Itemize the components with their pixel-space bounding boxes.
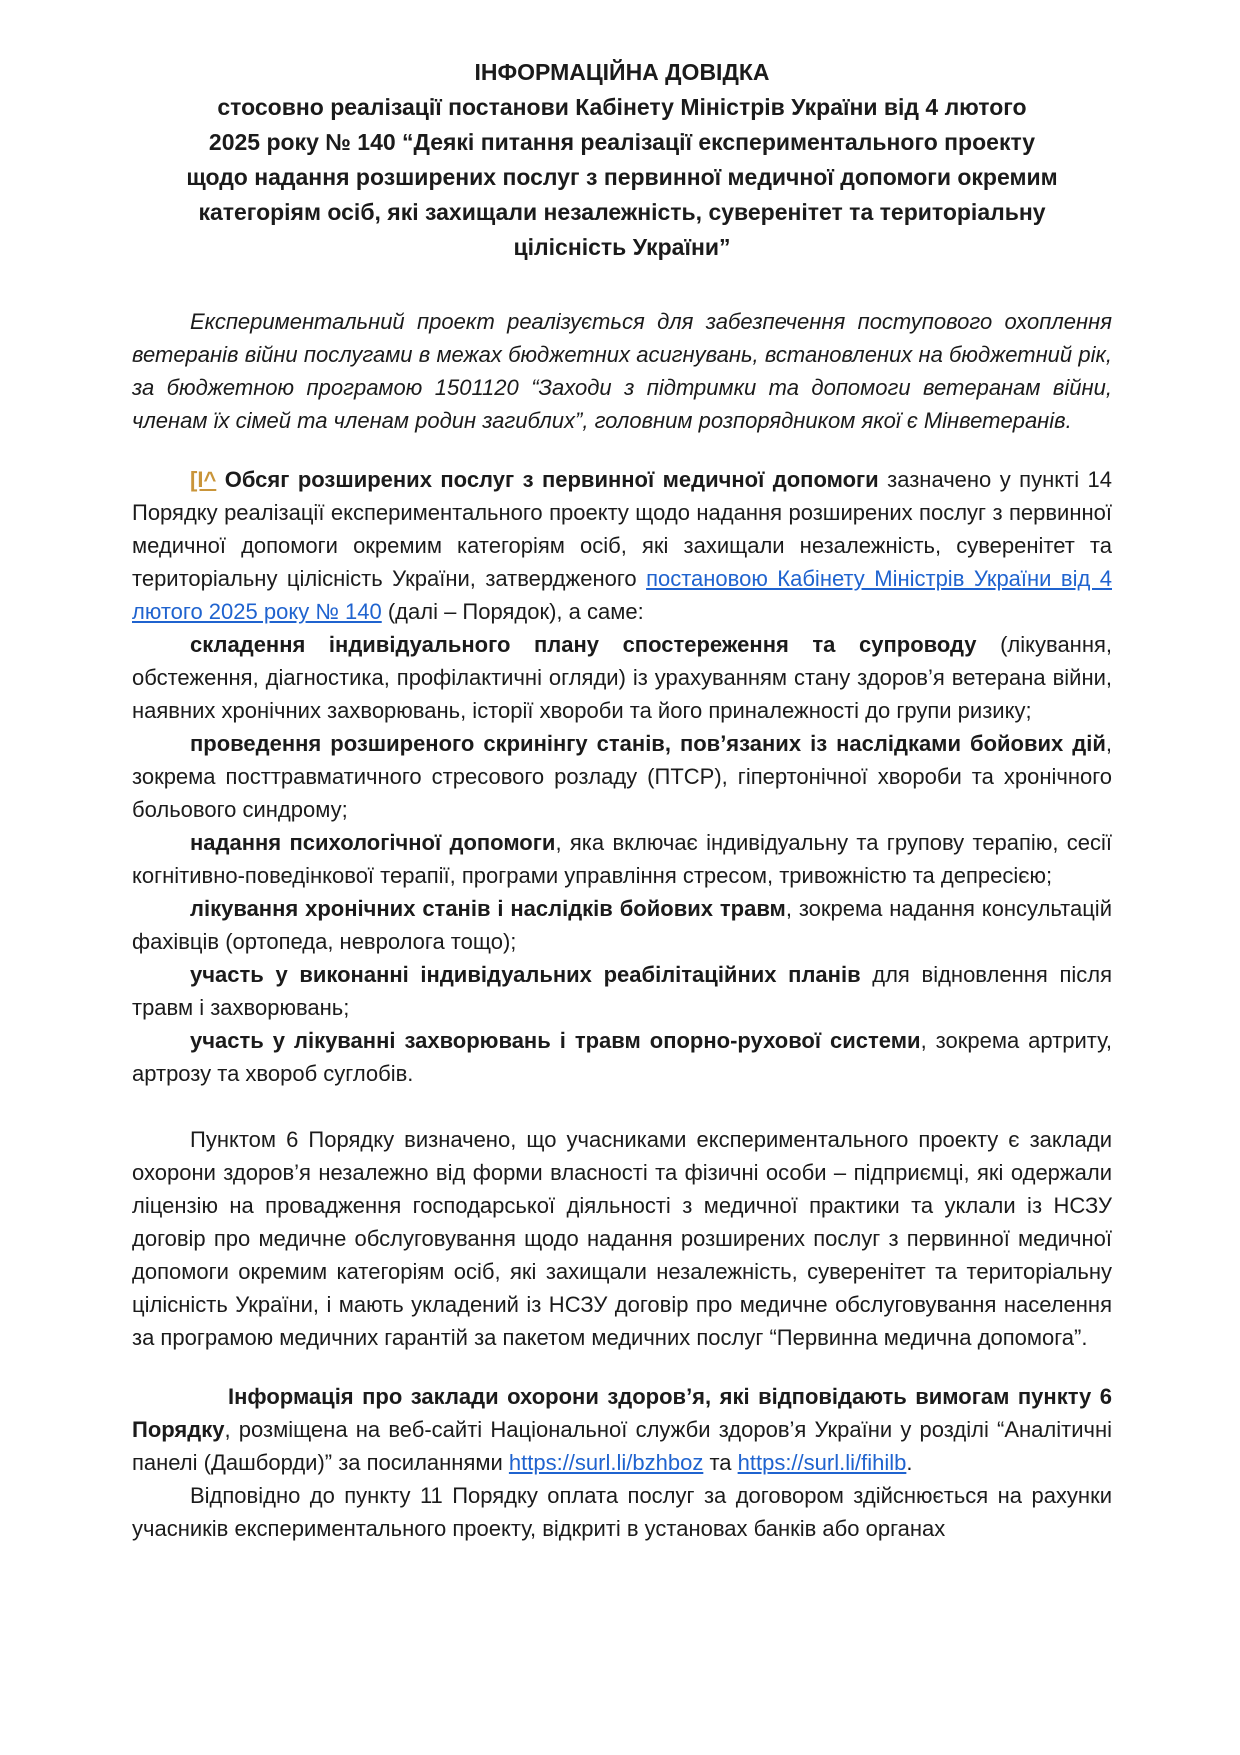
service-item-screening: [132, 727, 1112, 826]
document-header: [132, 55, 1112, 265]
service-item-text: (лікування, обстеження, діагностика, профілактичні огляди) із урахуванням стану здоров’я ветерана війни, наявних хронічних захворювань, історії хвороби та його приналежності до групи ризику;: [132, 632, 1113, 723]
info-text: , розміщена на веб-сайті Національної служби здоров’я України у розділі “Аналітичні панелі (Дашборди)” за посиланнями: [132, 1417, 1112, 1475]
dashboard-link-1[interactable]: https://surl.li/bzhboz: [508, 1450, 704, 1475]
info-text-connector: та: [703, 1450, 738, 1475]
service-item-text: , яка включає індивідуальну та групову терапію, сесії когнітивно-поведінкової терапії, програми управління стресом, тривожністю та депресією;: [132, 830, 1112, 888]
document-title: ІНФОРМАЦІЙНА ДОВІДКА: [474, 59, 770, 85]
document-subtitle-line: 2025 року № 140 “Деякі питання реалізації експериментального проекту: [208, 129, 1036, 155]
service-item-bold: складення індивідуального плану спостереження та супроводу: [190, 632, 977, 657]
document-subtitle-line: щодо надання розширених послуг з первинної медичної допомоги окремим: [186, 164, 1058, 190]
document-subtitle-line: цілісність України”: [513, 234, 731, 260]
service-item-text: для відновлення після травм і захворювань;: [132, 962, 1112, 1020]
service-item-bold: надання психологічної допомоги: [190, 830, 556, 855]
service-item-text: , зокрема артриту, артрозу та хвороб суглобів.: [132, 1028, 1112, 1086]
payment-paragraph: Відповідно до пункту 11 Порядку оплата послуг за договором здійснюється на рахунки учасників експериментального проекту, відкриті в установах банків або органах: [132, 1483, 1112, 1541]
service-item-chronic: [132, 892, 1112, 958]
document-subtitle-line: стосовно реалізації постанови Кабінету Міністрів України від 4 лютого: [217, 94, 1027, 120]
resolution-link[interactable]: постановою Кабінету Міністрів України від 4 лютого 2025 року № 140: [132, 566, 1112, 624]
service-item-text: , зокрема посттравматичного стресового розладу (ПТСР), гіпертонічної хвороби та хронічного больового синдрому;: [132, 731, 1112, 822]
info-text-period: .: [906, 1450, 913, 1475]
comment-anchor-marker[interactable]: [І^: [190, 467, 217, 492]
service-item-bold: участь у лікуванні захворювань і травм опорно-рухової системи: [190, 1028, 921, 1053]
scope-text: зазначено у пункті 14 Порядку реалізації експериментального проекту щодо надання розширених послуг з первинної медичної допомоги окремим категоріям осіб, які захищали незалежність, суверенітет та територіальну цілісність України, затвердженого: [132, 467, 1112, 591]
participants-paragraph: Пунктом 6 Порядку визначено, що учасниками експериментального проекту є заклади охорони здоров’я незалежно від форми власності та фізичні особи – підприємці, які одержали ліцензію на провадження господарської діяльності з медичної практики та уклали із НСЗУ договір про медичне обслуговування щодо надання розширених послуг з первинної медичної допомоги окремим категоріям осіб, які захищали незалежність, суверенітет та територіальну цілісність України, і мають укладений із НСЗУ договір про медичне обслуговування населення за програмою медичних гарантій за пакетом медичних послуг “Первинна медична допомога”.: [132, 1127, 1112, 1350]
service-item-rehab: [132, 958, 1112, 1024]
dashboard-link-2[interactable]: https://surl.li/fihilb: [737, 1450, 907, 1475]
info-lead-bold: Інформація про заклади охорони здоров’я, які відповідають вимогам пункту 6 Порядку: [132, 1384, 1112, 1442]
service-item-psychology: [132, 826, 1112, 892]
scope-paragraph: [132, 463, 1112, 628]
service-item-bold: участь у виконанні індивідуальних реабілітаційних планів: [190, 962, 861, 987]
service-item-bold: лікування хронічних станів і наслідків бойових травм: [190, 896, 786, 921]
service-item-plan: [132, 628, 1112, 727]
document-subtitle-line: категоріям осіб, які захищали незалежність, суверенітет та територіальну: [198, 199, 1046, 225]
scope-text-tail: (далі – Порядок), а саме:: [381, 599, 644, 624]
service-item-musculoskeletal: [132, 1024, 1112, 1090]
service-item-bold: проведення розширеного скринінгу станів, пов’язаних із наслідками бойових дій: [190, 731, 1106, 756]
service-item-text: , зокрема надання консультацій фахівців (ортопеда, невролога тощо);: [132, 896, 1112, 954]
preamble-paragraph: Експериментальний проект реалізується для забезпечення поступового охоплення ветеранів війни послугами в межах бюджетних асигнувань, встановлених на бюджетний рік, за бюджетною програмою 1501120 “Заходи з підтримки та допомоги ветеранам війни, членам їх сімей та членам родин загиблих”, головним розпорядником якої є Мінветеранів.: [132, 309, 1112, 433]
scope-lead-bold: Обсяг розширених послуг з первинної медичної допомоги: [224, 467, 879, 492]
info-paragraph: [132, 1380, 1112, 1479]
